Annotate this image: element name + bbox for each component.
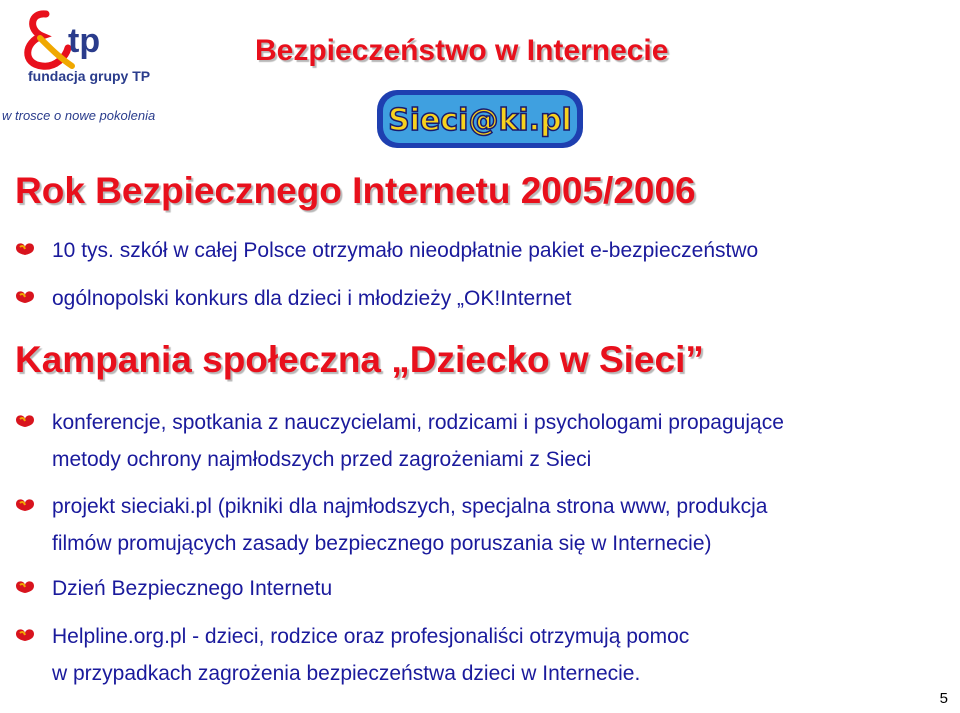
- fundacja-tp-logo: [2, 8, 158, 128]
- list-item-line: Dzień Bezpiecznego Internetu: [52, 577, 333, 600]
- list-item: [52, 488, 768, 562]
- bullet-icon: [14, 288, 36, 304]
- logo-org-name: fundacja grupy TP: [28, 68, 151, 84]
- list-item: 10 tys. szkół w całej Polsce otrzymało nieodpłatnie pakiet e-bezpieczeństwo: [52, 239, 759, 262]
- sieciaki-logo: [375, 86, 585, 152]
- sieciaki-logo-text: Sieci@ki.pl: [388, 103, 572, 138]
- bullet-icon: [14, 496, 36, 512]
- list-item: [52, 404, 784, 478]
- list-item-line: konferencje, spotkania z nauczycielami, rodzicami i psychologami propagujące: [52, 411, 784, 434]
- bullet-icon: [14, 626, 36, 642]
- list-item-line: w przypadkach zagrożenia bezpieczeństwa dzieci w Internecie.: [52, 662, 641, 685]
- list-item-line: metody ochrony najmłodszych przed zagrożeniami z Sieci: [52, 448, 592, 471]
- list-item: [52, 570, 332, 607]
- page-title: Bezpieczeństwo w Internecie: [255, 34, 669, 67]
- tp-logo-icon: [16, 8, 106, 76]
- section-heading-rok-bezpiecznego-internetu: Rok Bezpiecznego Internetu 2005/2006: [15, 170, 696, 211]
- bullet-icon: [14, 578, 36, 594]
- logo-tagline: w trosce o nowe pokolenia: [2, 108, 156, 123]
- list-item: [52, 618, 689, 692]
- bullet-icon: [14, 412, 36, 428]
- list-item-line: filmów promujących zasady bezpiecznego poruszania się w Internecie): [52, 532, 712, 555]
- bullet-icon: [14, 240, 36, 256]
- list-item-line: Helpline.org.pl - dzieci, rodzice oraz profesjonaliści otrzymują pomoc: [52, 625, 690, 648]
- list-item-line: projekt sieciaki.pl (pikniki dla najmłodszych, specjalna strona www, produkcja: [52, 495, 768, 518]
- svg-text:tp: tp: [68, 22, 101, 60]
- section-heading-kampania-spoleczna: Kampania społeczna „Dziecko w Sieci”: [15, 339, 704, 380]
- list-item: ogólnopolski konkurs dla dzieci i młodzieży „OK!Internet: [52, 287, 572, 310]
- page-number: 5: [939, 690, 948, 707]
